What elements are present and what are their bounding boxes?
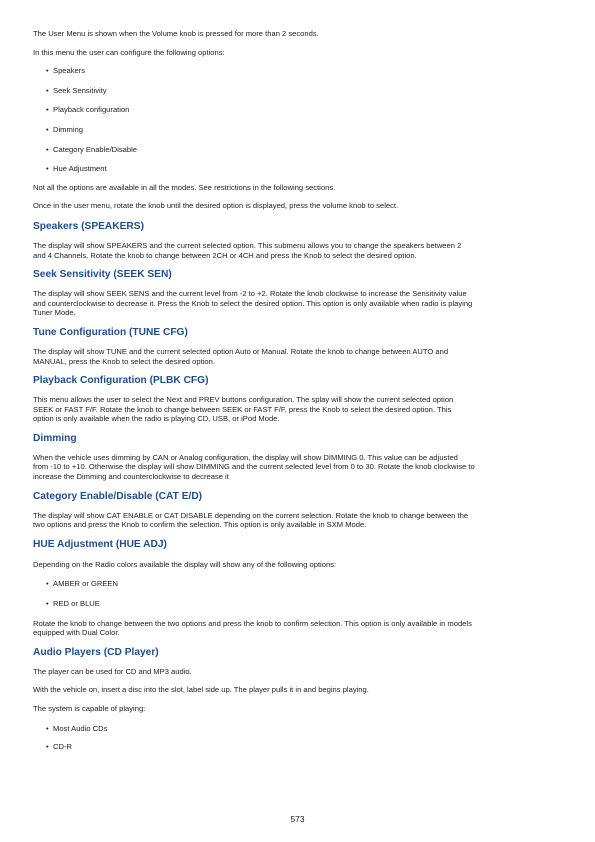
- body-line: The display will show SPEAKERS and the current selected option. This submenu allows you to change the speakers between 2: [33, 240, 462, 250]
- body-line: MANUAL, press the Knob to select the desired option.: [33, 356, 215, 366]
- intro-paragraph: Once in the user menu, rotate the knob until the desired option is displayed, press the volume knob to select.: [33, 201, 399, 211]
- body-line: and counterclockwise to decrease it. Press the Knob to select the desired option. This option is only available when radio is playing: [33, 298, 473, 308]
- list-item: • RED or BLUE: [46, 599, 100, 609]
- intro-paragraph: The User Menu is shown when the Volume knob is pressed for more than 2 seconds.: [33, 29, 319, 38]
- section-heading-category: Category Enable/Disable (CAT E/D): [33, 490, 203, 502]
- section-heading-seek-sensitivity: Seek Sensitivity (SEEK SEN): [33, 269, 172, 281]
- body-line: increase the Dimming and counterclockwise to decrease it: [33, 472, 229, 482]
- list-item: • Playback configuration: [46, 105, 130, 115]
- bullet-icon: •: [46, 66, 49, 76]
- body-line: option is only available when the radio is playing CD, USB, or iPod Mode.: [33, 414, 280, 424]
- body-line: The display will show SEEK SENS and the current level from -2 to +2. Rotate the knob clockwise to increase the Sensitivity value: [33, 289, 467, 299]
- section-heading-dimming: Dimming: [33, 432, 77, 444]
- section-heading-hue-adjustment: HUE Adjustment (HUE ADJ): [33, 538, 167, 550]
- body-line: The display will show TUNE and the current selected option Auto or Manual. Rotate the knob to change between AUTO and: [33, 346, 449, 356]
- body-line: With the vehicle on, insert a disc into the slot, label side up. The player pulls it in and begins playing.: [33, 685, 369, 695]
- document-page: [33, 0, 565, 752]
- body-line: The system is capable of playing:: [33, 704, 146, 713]
- body-line: The player can be used for CD and MP3 audio.: [33, 666, 192, 676]
- list-item: • Most Audio CDs: [46, 723, 108, 733]
- list-item: • AMBER or GREEN: [46, 579, 118, 589]
- list-item: • Speakers: [46, 66, 86, 76]
- body-line: This menu allows the user to select the Next and PREV buttons configuration. The splay will show the current selected option: [33, 395, 454, 405]
- body-line: and 4 Channels. Rotate the knob to change between 2CH or 4CH and press the Knob to select the desired option.: [33, 250, 417, 260]
- body-line: SEEK or FAST F/F. Rotate the knob to change between SEEK or FAST F/F, press the Knob to select the desired option. This: [33, 404, 452, 414]
- user-menu-options-list: [33, 66, 565, 174]
- list-item: • Seek Sensitivity: [46, 85, 107, 95]
- list-item: • Hue Adjustment: [46, 164, 107, 174]
- section-heading-speakers: Speakers (SPEAKERS): [33, 220, 144, 232]
- section-heading-tune-configuration: Tune Configuration (TUNE CFG): [33, 326, 188, 338]
- intro-paragraph: In this menu the user can configure the following options:: [33, 47, 225, 57]
- list-item: • Dimming: [46, 124, 83, 134]
- bullet-icon: •: [46, 742, 49, 752]
- intro-paragraph: Not all the options are available in all the modes. See restrictions in the following sections.: [33, 182, 336, 192]
- body-line: Tuner Mode.: [33, 308, 76, 318]
- bullet-icon: •: [46, 105, 49, 115]
- body-line: two options and press the Knob to confirm the selection. This option is only available in SXM Mode.: [33, 520, 367, 530]
- list-item: • CD-R: [46, 742, 72, 752]
- bullet-icon: •: [46, 579, 49, 589]
- playable-media-list: [33, 724, 565, 752]
- bullet-icon: •: [46, 85, 49, 95]
- bullet-icon: •: [46, 124, 49, 134]
- body-line: When the vehicle uses dimming by CAN or Analog configuration, the display will show DIMMING 0. This value can be adjusted: [33, 452, 458, 462]
- section-heading-audio-players: Audio Players (CD Player): [33, 646, 159, 658]
- body-line: from -10 to +10. Otherwise the display will show DIMMING and the current selected level from 0 to 30. Rotate the knob clockwise to: [33, 462, 475, 472]
- body-line: The display will show CAT ENABLE or CAT DISABLE depending on the current selection. Rotate the knob to change between the: [33, 510, 469, 520]
- section-heading-playback-configuration: Playback Configuration (PLBK CFG): [33, 375, 209, 387]
- hue-options-list: [33, 579, 565, 608]
- list-item: • Category Enable/Disable: [46, 144, 138, 154]
- body-line: Depending on the Radio colors available the display will show any of the following options:: [33, 559, 337, 569]
- body-line: equipped with Dual Color.: [33, 628, 120, 638]
- bullet-icon: •: [46, 144, 49, 154]
- bullet-icon: •: [46, 599, 49, 609]
- page-number: 573: [290, 814, 305, 824]
- bullet-icon: •: [46, 164, 49, 174]
- body-line: Rotate the knob to change between the two options and press the knob to confirm selection. This option is only available in models: [33, 618, 472, 628]
- bullet-icon: •: [46, 723, 49, 733]
